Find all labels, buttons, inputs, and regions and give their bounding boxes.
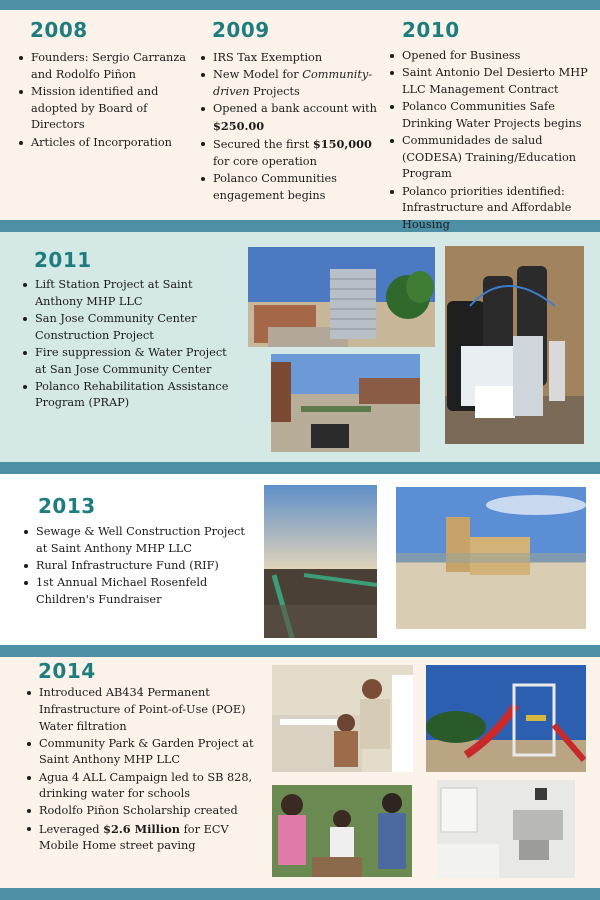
item-amount: $150,000 [312, 136, 372, 151]
photo-water-filtration-system [445, 246, 584, 444]
list-item: Founders: Sergio Carranza and Rodolfo Piñon [18, 50, 196, 84]
list-item [200, 136, 382, 171]
photo-family-kitchen [272, 665, 413, 772]
year-heading-2008: 2008 [30, 18, 88, 42]
list-item: Opened for Business [389, 48, 594, 65]
list-item: Mission identified and adopted by Board of Directors [18, 84, 196, 134]
list-item: San Jose Community Center Construction Project [22, 311, 232, 345]
list-item: Polanco Communities engagement begins [200, 171, 382, 205]
list-2010 [389, 48, 594, 234]
list-2013 [23, 524, 253, 609]
list-item: Fire suppression & Water Project at San Jose Community Center [22, 345, 232, 379]
list-item: 1st Annual Michael Rosenfeld Children's Fundraiser [23, 575, 253, 609]
bottom-band [0, 888, 600, 900]
list-item: Sewage & Well Construction Project at Saint Anthony MHP LLC [23, 524, 253, 558]
item-text: New Model for [213, 68, 303, 82]
year-heading-2009: 2009 [212, 18, 270, 42]
photo-water-fountain [437, 780, 575, 878]
list-item: Polanco Communities Safe Drinking Water Projects begins [389, 99, 594, 133]
list-item: Introduced AB434 Permanent Infrastructure of Point-of-Use (POE) Water filtration [26, 685, 256, 735]
item-emphasis: Community-driven [213, 68, 373, 98]
list-item: IRS Tax Exemption [200, 50, 382, 67]
list-item [200, 101, 382, 136]
year-heading-2014: 2014 [38, 659, 96, 683]
photo-water-tank [248, 247, 435, 347]
list-item: Lift Station Project at Saint Anthony MHP LLC [22, 277, 232, 311]
list-2011 [22, 277, 232, 413]
photo-garden-children [272, 785, 412, 877]
list-item [26, 821, 256, 856]
item-text: Projects [249, 84, 300, 98]
item-text: Leveraged [39, 822, 104, 836]
year-heading-2013: 2013 [38, 494, 96, 518]
list-item: Polanco Rehabilitation Assistance Program (PRAP) [22, 379, 232, 413]
list-item: Saint Antonio Del Desierto MHP LLC Management Contract [389, 65, 594, 99]
list-item: Polanco priorities identified: Infrastructure and Affordable Housing [389, 184, 594, 234]
list-2009 [200, 50, 382, 205]
list-item: Rodolfo Piñon Scholarship created [26, 803, 256, 820]
list-item: Articles of Incorporation [18, 135, 196, 152]
item-text: for ECV Mobile Home street paving [39, 822, 229, 853]
list-item: Agua 4 ALL Campaign led to SB 828, drinking water for schools [26, 770, 256, 804]
list-item: Communidades de salud (CODESA) Training/Education Program [389, 133, 594, 183]
item-amount: $2.6 Million [103, 821, 181, 836]
photo-well-construction [396, 487, 586, 629]
list-item: Rural Infrastructure Fund (RIF) [23, 558, 253, 575]
list-item: Community Park & Garden Project at Saint Anthony MHP LLC [26, 736, 256, 770]
list-2008 [18, 50, 196, 152]
photo-community-park [426, 665, 586, 772]
divider-band-3 [0, 645, 600, 657]
list-2014 [26, 685, 256, 855]
year-heading-2010: 2010 [402, 18, 460, 42]
list-item [200, 67, 382, 101]
photo-community-center-yard [271, 354, 420, 452]
item-text: Opened a bank account with [213, 101, 377, 115]
item-text: Secured the first [213, 137, 313, 151]
photo-sewage-trench [264, 485, 377, 638]
item-text: for core operation [213, 154, 317, 168]
year-heading-2011: 2011 [34, 248, 92, 272]
item-amount: $250.00 [213, 118, 265, 133]
divider-band-2 [0, 462, 600, 474]
top-band [0, 0, 600, 10]
